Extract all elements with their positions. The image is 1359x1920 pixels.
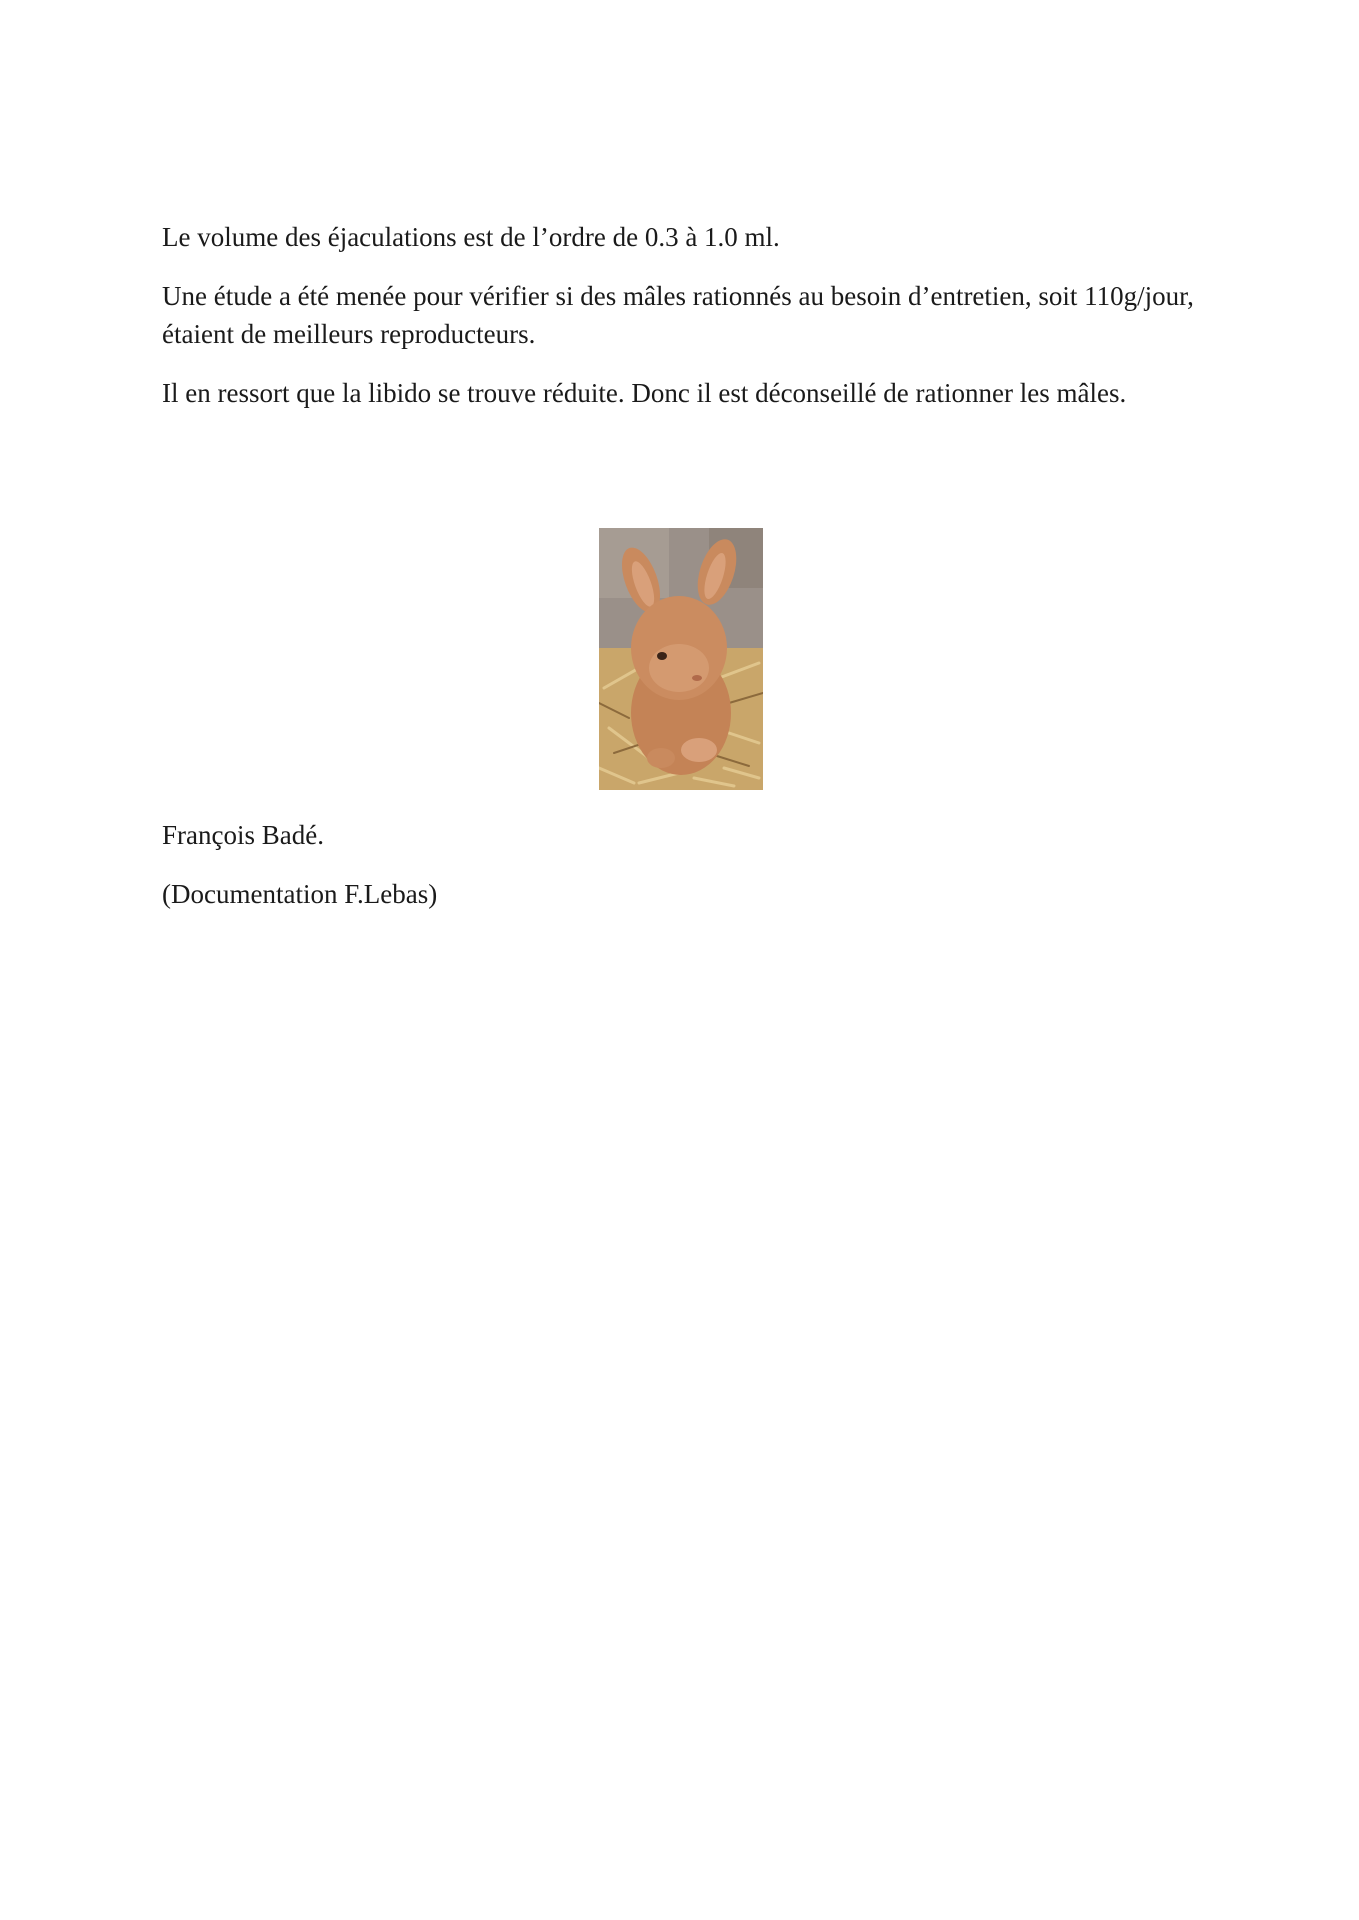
paragraph-conclusion: Il en ressort que la libido se trouve réduite. Donc il est déconseillé de rationner les mâles. — [162, 378, 1127, 408]
rabbit-photo — [599, 528, 763, 790]
paragraph-ejaculation-volume: Le volume des éjaculations est de l’ordre de 0.3 à 1.0 ml. — [162, 222, 780, 252]
source-citation: (Documentation F.Lebas) — [162, 879, 438, 909]
rabbit-illustration — [599, 528, 763, 790]
signature: François Badé. — [162, 820, 324, 850]
paragraph-study: Une étude a été menée pour vérifier si des mâles rationnés au besoin d’entretien, soit 110g/jour, étaient de meilleurs reproducteurs. — [162, 281, 1194, 349]
